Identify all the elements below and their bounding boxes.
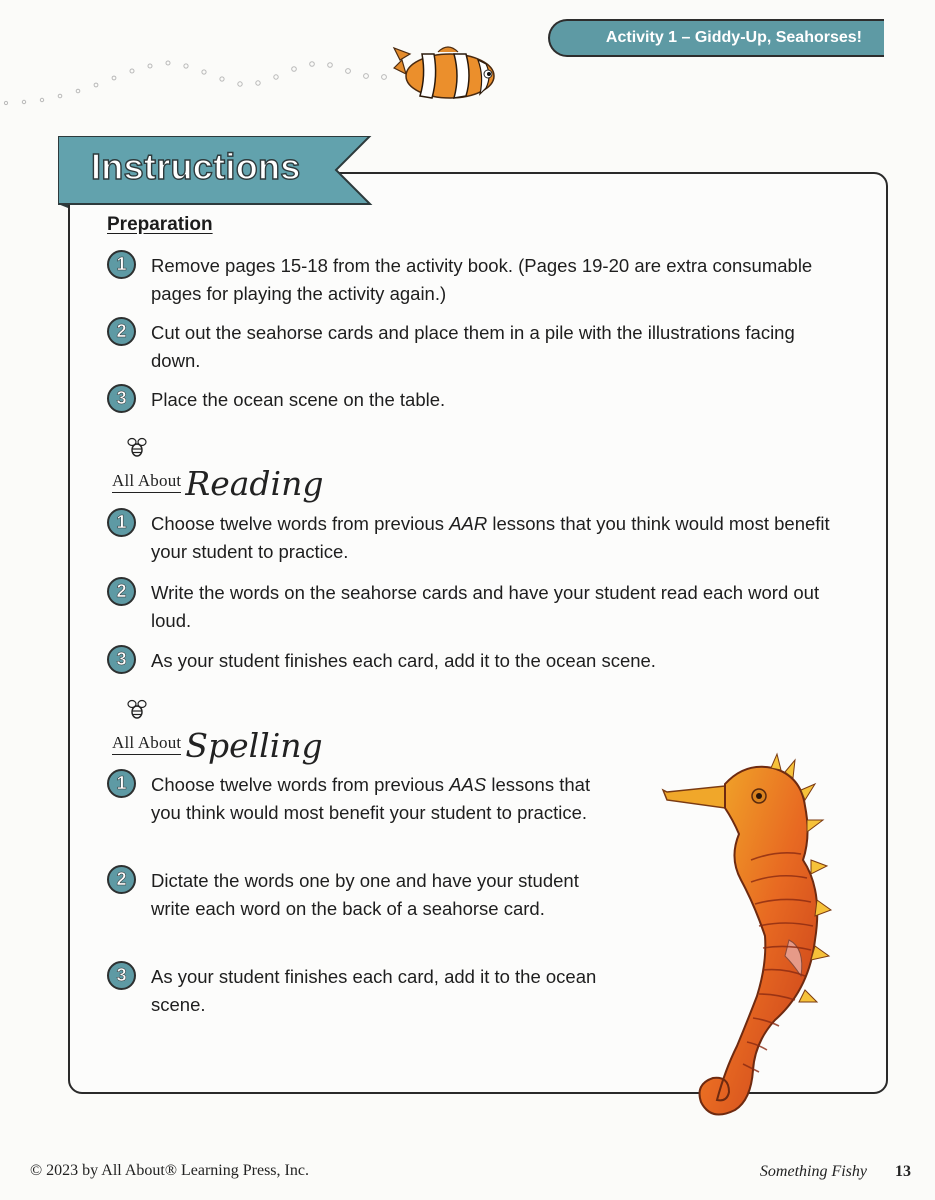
prep-step-2 [107,319,827,374]
prep-step-3 [107,386,827,414]
logo-script-text: Spelling [185,726,323,765]
copyright-text: © 2023 by All About® Learning Press, Inc. [30,1162,309,1179]
step-text: Write the words on the seahorse cards and have your student read each word out loud. [151,582,820,631]
step-number-badge: 1 [107,250,136,279]
step-number-badge: 1 [107,508,136,537]
step-number-badge: 2 [107,317,136,346]
step-number-badge: 3 [107,961,136,990]
spelling-step-1 [107,771,607,826]
page-number: 13 [895,1163,911,1180]
step-text: Dictate the words one by one and have your student write each word on the back of a seahorse card. [151,870,579,919]
preparation-heading: Preparation [107,214,213,235]
step-number-badge: 2 [107,577,136,606]
step-text: Cut out the seahorse cards and place them in a pile with the illustrations facing down. [151,322,795,371]
all-about-spelling-logo [112,722,323,765]
instructions-title: Instructions [91,146,301,187]
logo-caps-text: All About [112,733,181,755]
reading-step-2 [107,579,837,634]
all-about-reading-logo [112,460,324,503]
bee-icon [126,698,148,720]
step-number-badge: 3 [107,384,136,413]
step-text: Place the ocean scene on the table. [151,389,446,410]
bubble-trail [0,40,400,110]
seahorse-illustration [655,750,835,1140]
prep-step-1 [107,252,827,307]
book-title: Something Fishy [759,1163,867,1180]
step-text: Remove pages 15-18 from the activity book. (Pages 19-20 are extra consumable pages for playing the activity again.) [151,255,813,304]
clownfish-illustration [392,40,502,106]
step-text: Choose twelve words from previous AAS lessons that you think would most benefit your student to practice. [151,774,591,823]
activity-title: Activity 1 – Giddy-Up, Seahorses! [605,29,862,46]
spelling-step-3 [107,963,607,1018]
step-emphasis: AAS [449,774,487,795]
logo-caps-text: All About [112,471,181,493]
step-number-badge: 1 [107,769,136,798]
step-text: As your student finishes each card, add it to the ocean scene. [151,966,597,1015]
bee-icon [126,436,148,458]
page-footer [760,1163,911,1181]
step-number-badge: 3 [107,645,136,674]
step-text: Choose twelve words from previous AAR lessons that you think would most benefit your student to practice. [151,513,830,562]
step-number-badge: 2 [107,865,136,894]
logo-script-text: Reading [185,464,324,503]
reading-step-3 [107,647,837,675]
spelling-step-2 [107,867,607,922]
activity-tab [548,19,884,57]
step-emphasis: AAR [449,513,488,534]
reading-step-1 [107,510,837,565]
step-text: As your student finishes each card, add it to the ocean scene. [151,650,656,671]
